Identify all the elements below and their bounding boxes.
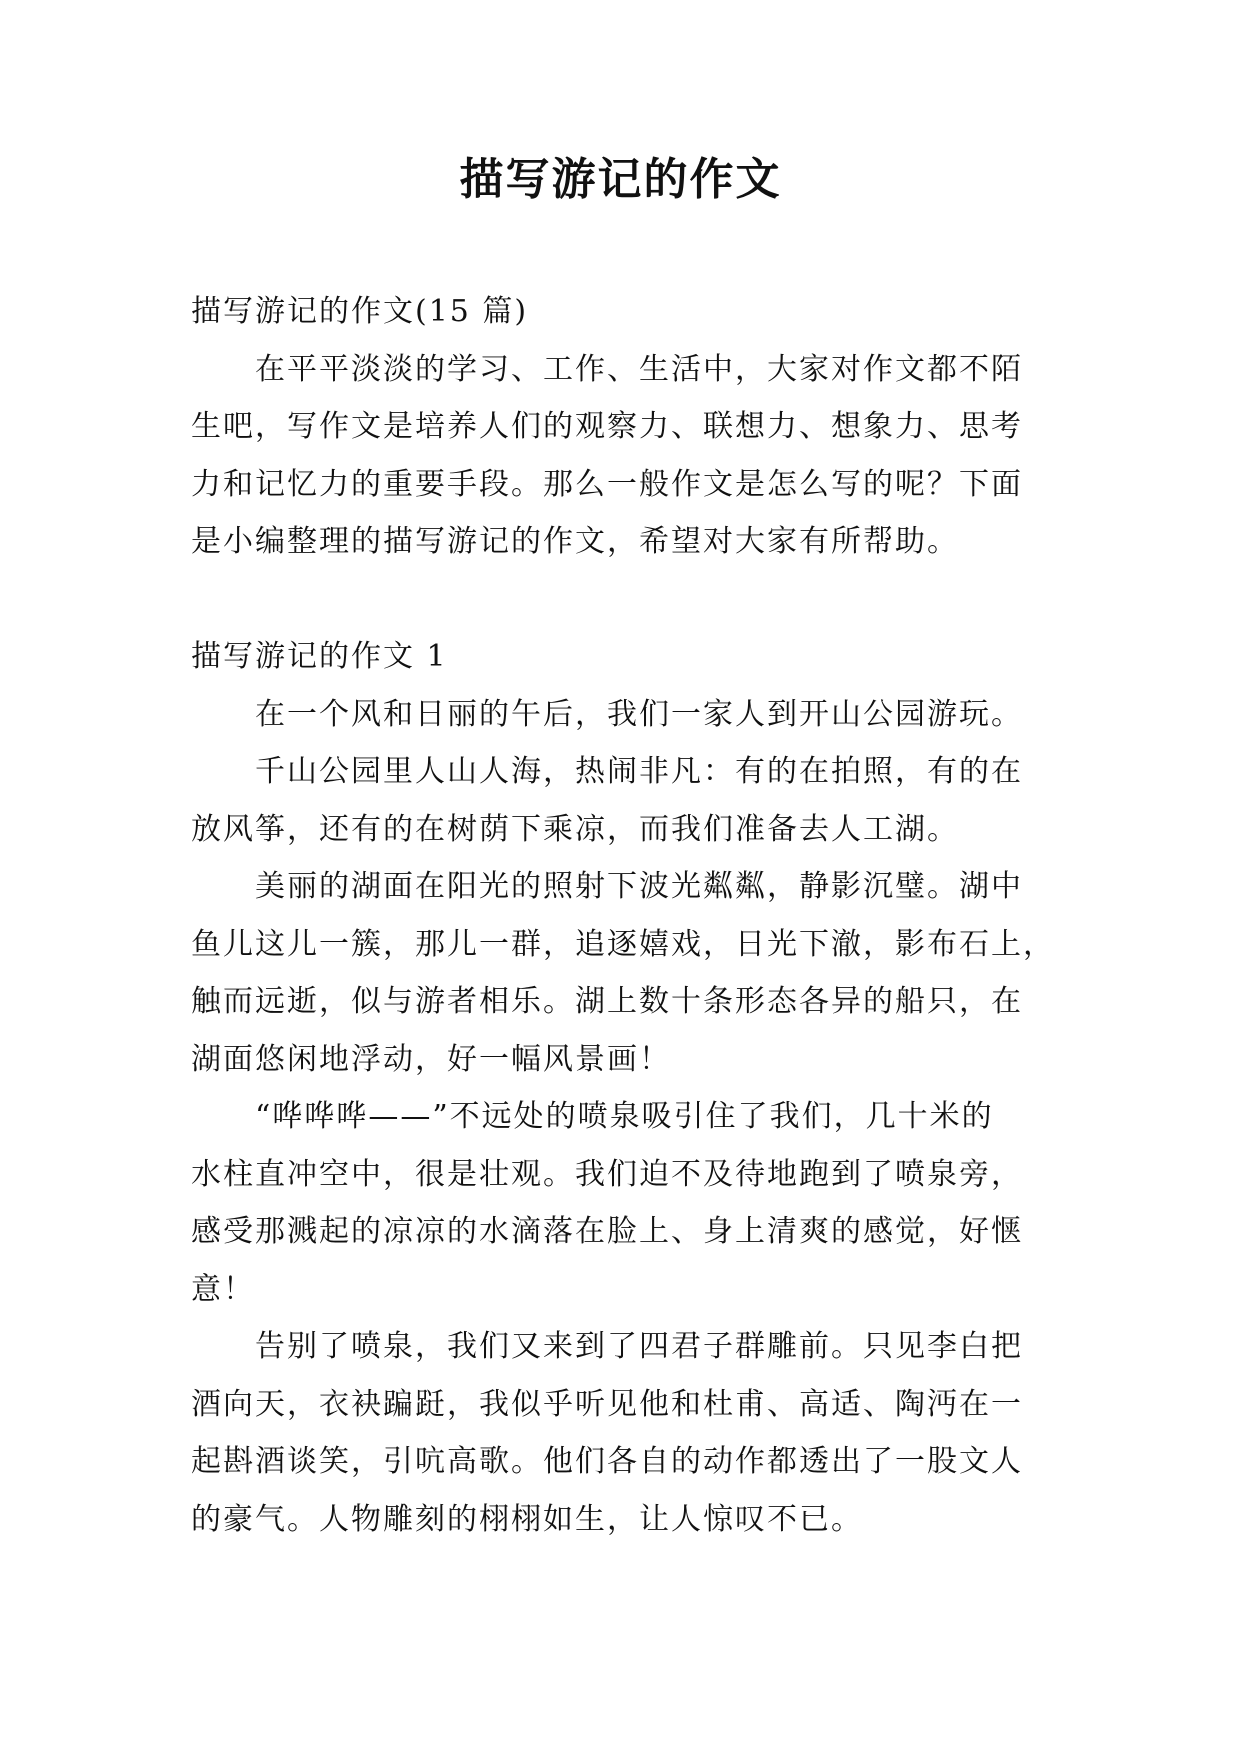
paragraph-line: 起斟酒谈笑，引吭高歌。他们各自的动作都透出了一股文人 — [191, 1444, 1023, 1479]
paragraph-line: 水柱直冲空中，很是壮观。我们迫不及待地跑到了喷泉旁， — [191, 1156, 1023, 1192]
paragraph-4 — [191, 1088, 1051, 1318]
paragraph-line: 在一个风和日丽的午后，我们一家人到开山公园游玩。 — [255, 696, 1023, 732]
paragraph-1 — [191, 686, 1051, 744]
intro-line: 在平平淡淡的学习、工作、生活中，大家对作文都不陌 — [255, 351, 1023, 387]
paragraph-line: 告别了喷泉，我们又来到了四君子群雕前。只见李白把 — [255, 1329, 1023, 1364]
intro-line: 是小编整理的描写游记的作文，希望对大家有所帮助。 — [191, 524, 959, 559]
paragraph-line: 感受那溅起的凉凉的水滴落在脸上、身上清爽的感觉，好惬 — [191, 1214, 1023, 1249]
document-body — [191, 283, 1055, 1548]
paragraph-3 — [191, 858, 1055, 1088]
intro-paragraph — [191, 341, 1051, 571]
document-title: 描写游记的作文 — [459, 154, 782, 205]
paragraph-line: 千山公园里人山人海，热闹非凡：有的在拍照，有的在 — [255, 754, 1023, 789]
paragraph-line: 放风筝，还有的在树荫下乘凉，而我们准备去人工湖。 — [191, 811, 959, 847]
paragraph-line: 触而远逝，似与游者相乐。湖上数十条形态各异的船只，在 — [191, 984, 1023, 1019]
paragraph-line: 的豪气。人物雕刻的栩栩如生，让人惊叹不已。 — [191, 1501, 863, 1537]
paragraph-line: 鱼儿这儿一簇，那儿一群，追逐嬉戏，日光下澈，影布石上， — [191, 926, 1055, 962]
paragraph-spacer — [191, 571, 1051, 629]
paragraph-line: 酒向天，衣袂蹁跹，我似乎听见他和杜甫、高适、陶沔在一 — [191, 1386, 1023, 1422]
document-subtitle: 描写游记的作文(15 篇) — [191, 294, 529, 329]
paragraph-line: 美丽的湖面在阳光的照射下波光粼粼，静影沉璧。湖中 — [255, 869, 1023, 904]
intro-line: 生吧，写作文是培养人们的观察力、联想力、想象力、思考 — [191, 409, 1023, 444]
paragraph-line: “哗哗哗——”不远处的喷泉吸引住了我们，几十米的 — [255, 1099, 994, 1134]
paragraph-line: 意！ — [191, 1271, 255, 1307]
paragraph-line: 湖面悠闲地浮动，好一幅风景画！ — [191, 1041, 671, 1077]
paragraph-5 — [191, 1318, 1051, 1548]
section-heading: 描写游记的作文 1 — [191, 639, 448, 674]
paragraph-2 — [191, 743, 1051, 858]
intro-line: 力和记忆力的重要手段。那么一般作文是怎么写的呢？下面 — [191, 466, 1023, 502]
